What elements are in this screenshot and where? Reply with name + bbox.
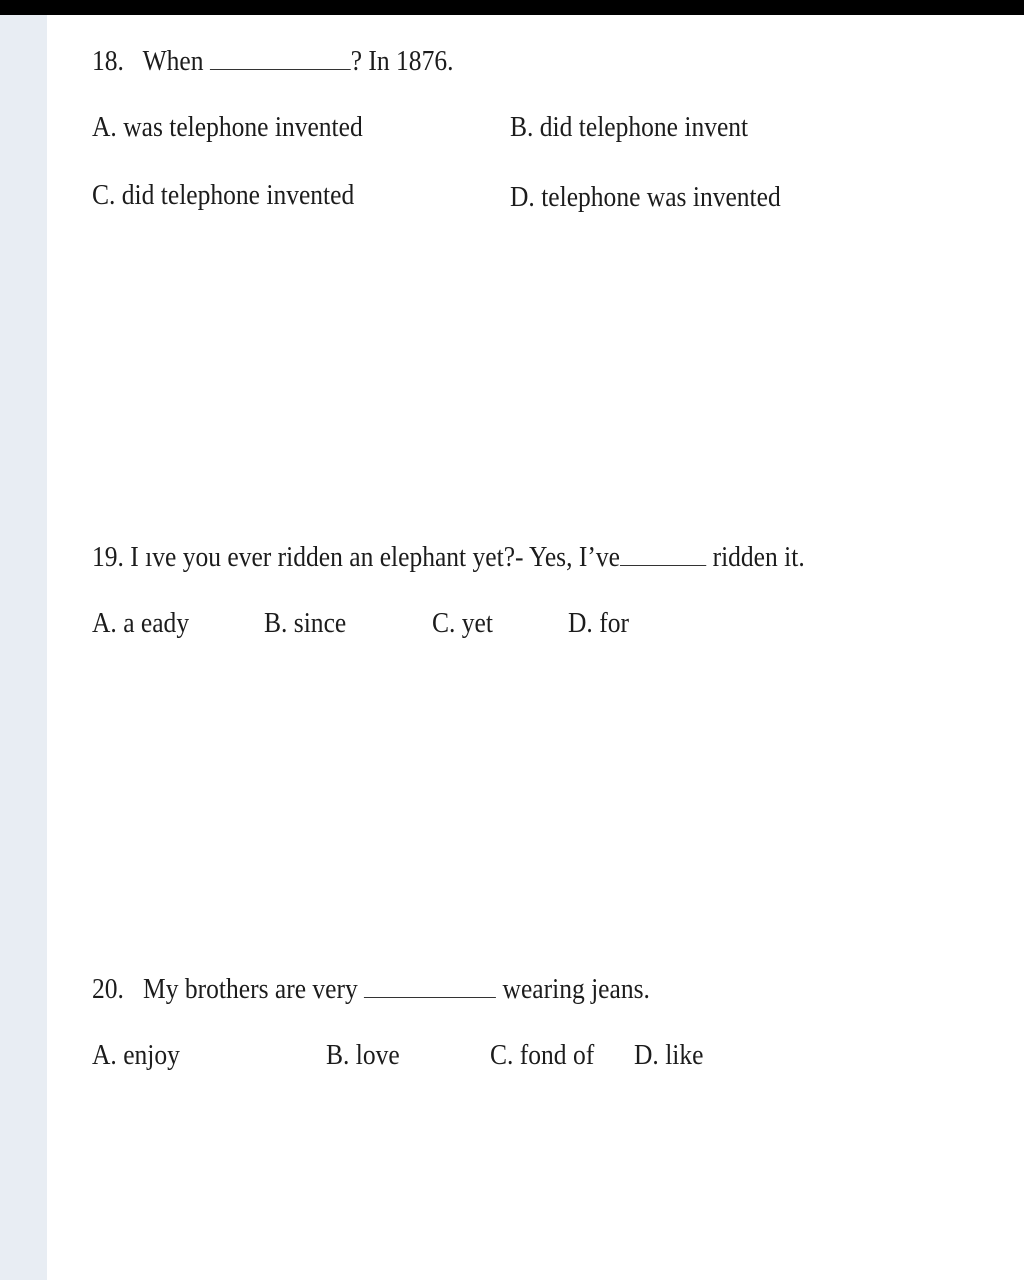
option-text: enjoy	[123, 1039, 180, 1071]
option-text: did telephone invent	[539, 111, 749, 143]
question-18-option-b	[510, 110, 748, 144]
question-19-option-b	[264, 606, 346, 640]
option-text: love	[355, 1039, 400, 1071]
option-text: did telephone invented	[121, 179, 355, 211]
option-letter: D.	[510, 181, 535, 213]
question-20-option-c	[490, 1038, 594, 1072]
option-text: a eady	[123, 607, 190, 639]
question-18-text-before: When	[142, 45, 204, 77]
option-letter: A.	[92, 111, 117, 143]
question-18-option-a	[92, 110, 363, 144]
question-18-option-d	[510, 180, 781, 214]
question-20-text-before: My brothers are very	[143, 973, 358, 1005]
question-18-blank	[210, 47, 351, 70]
option-letter: A.	[92, 1039, 117, 1071]
question-19-option-a	[92, 606, 189, 640]
question-20-option-a	[92, 1038, 180, 1072]
option-text: like	[665, 1039, 704, 1071]
option-letter: A.	[92, 607, 117, 639]
option-letter: B.	[326, 1039, 350, 1071]
question-20-number: 20.	[92, 973, 124, 1005]
question-18-option-c	[92, 178, 354, 212]
option-letter: D.	[634, 1039, 659, 1071]
option-text: telephone was invented	[541, 181, 781, 213]
option-letter: C.	[92, 179, 116, 211]
question-19-blank	[620, 543, 706, 566]
left-margin	[0, 15, 47, 1280]
option-letter: B.	[264, 607, 288, 639]
option-letter: D.	[568, 607, 593, 639]
question-19-text-before: I ıve you ever ridden an elephant yet?- Yes, I’ve	[130, 541, 620, 573]
question-19-option-d	[568, 606, 629, 640]
question-18-number: 18.	[92, 45, 124, 77]
question-20-blank	[364, 975, 496, 998]
question-19-option-c	[432, 606, 493, 640]
question-18-prompt	[92, 44, 453, 78]
question-20-prompt	[92, 972, 650, 1006]
question-19-text-after: ridden it.	[712, 541, 805, 573]
top-bar	[0, 0, 1024, 15]
question-19-number: 19.	[92, 541, 124, 573]
option-text: for	[599, 607, 629, 639]
option-text: was telephone invented	[123, 111, 363, 143]
option-text: yet	[461, 607, 493, 639]
question-20-option-d	[634, 1038, 703, 1072]
option-letter: C.	[490, 1039, 514, 1071]
question-19-prompt	[92, 540, 805, 574]
option-text: since	[293, 607, 347, 639]
question-20-text-after: wearing jeans.	[502, 973, 650, 1005]
option-text: fond of	[519, 1039, 595, 1071]
option-letter: C.	[432, 607, 456, 639]
question-20-option-b	[326, 1038, 400, 1072]
question-18-text-after: ? In 1876.	[350, 45, 454, 77]
option-letter: B.	[510, 111, 534, 143]
